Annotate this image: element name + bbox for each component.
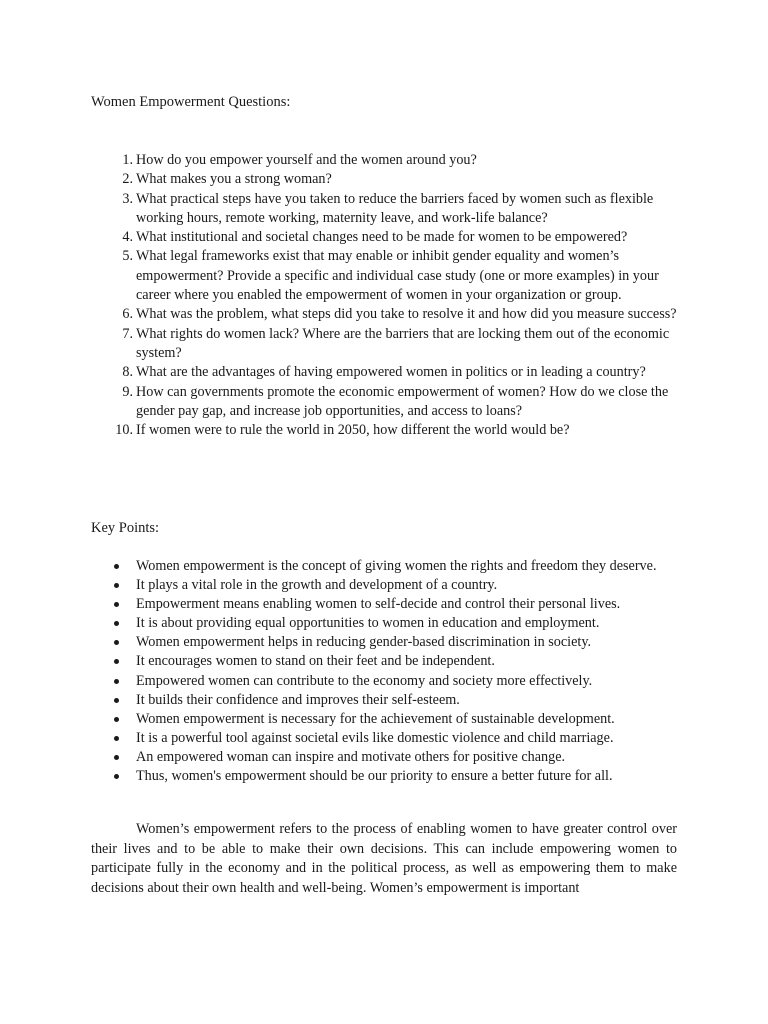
- bullet-icon: [114, 717, 119, 722]
- bullet-icon: [114, 621, 119, 626]
- key-point-item: [136, 767, 676, 786]
- bullet-icon: [114, 602, 119, 607]
- bullet-icon: [114, 736, 119, 741]
- question-number: 5.: [122, 248, 133, 265]
- key-point-item: [136, 576, 676, 595]
- question-number: 8.: [122, 364, 133, 381]
- bullet-icon: [114, 659, 119, 664]
- question-text: What legal frameworks exist that may enable or inhibit gender equality and women’s empowerment? Provide a specific and individual case study (one or more examples) in your career where you enabled the empowerment of women in your organization or group.: [136, 248, 659, 304]
- question-item: [122, 247, 686, 305]
- key-point-text: Thus, women's empowerment should be our priority to ensure a better future for all.: [136, 768, 613, 785]
- question-item: [122, 305, 686, 324]
- questions-list: [115, 151, 686, 440]
- key-point-text: It is a powerful tool against societal evils like domestic violence and child marriage.: [136, 729, 614, 746]
- key-points-title: Key Points:: [91, 520, 160, 536]
- question-text: What are the advantages of having empowered women in politics or in leading a country?: [136, 364, 646, 381]
- question-item: [122, 228, 686, 247]
- document-title: Women Empowerment Questions:: [91, 94, 291, 110]
- key-point-item: [136, 691, 676, 710]
- key-point-item: [136, 672, 676, 691]
- bullet-icon: [114, 583, 119, 588]
- question-text: What was the problem, what steps did you take to resolve it and how did you measure success?: [136, 306, 677, 323]
- bullet-icon: [114, 698, 119, 703]
- question-item: [115, 421, 686, 440]
- question-number: 2.: [122, 171, 133, 188]
- question-number: 6.: [122, 306, 133, 323]
- question-text: If women were to rule the world in 2050, how different the world would be?: [136, 422, 570, 439]
- key-point-text: Women empowerment helps in reducing gender-based discrimination in society.: [136, 634, 592, 651]
- question-number: 3.: [122, 190, 133, 207]
- question-number: 10.: [115, 422, 133, 439]
- key-points-list: [136, 557, 676, 786]
- bullet-icon: [114, 564, 119, 569]
- key-point-text: It builds their confidence and improves their self-esteem.: [136, 691, 460, 708]
- question-number: 1.: [122, 152, 133, 168]
- key-point-item: [136, 748, 676, 767]
- question-number: 4.: [122, 229, 133, 246]
- key-point-text: An empowered woman can inspire and motivate others for positive change.: [136, 748, 566, 765]
- key-point-item: [136, 710, 676, 729]
- key-point-item: [136, 633, 676, 652]
- bullet-icon: [114, 755, 119, 760]
- question-item: [122, 190, 686, 229]
- body-paragraph: Women’s empowerment refers to the process of enabling women to have greater control over their lives and to be able to make their own decisions. This can include empowering women to participate fully in the economy and in the political process, as well as empowering them to make decisions about their own health and well-being. Women’s empowerment is important: [91, 821, 677, 896]
- question-text: How do you empower yourself and the women around you?: [136, 152, 477, 168]
- key-point-text: Empowerment means enabling women to self-decide and control their personal lives.: [136, 596, 621, 613]
- key-point-item: [136, 557, 676, 576]
- question-text: What practical steps have you taken to reduce the barriers faced by women such as flexible working hours, remote working, maternity leave, and work-life balance?: [136, 190, 654, 226]
- key-point-item: [136, 652, 676, 671]
- key-point-text: It plays a vital role in the growth and development of a country.: [136, 577, 498, 594]
- question-item: [122, 383, 686, 422]
- question-number: 9.: [122, 383, 133, 400]
- key-point-item: [136, 729, 676, 748]
- question-text: How can governments promote the economic empowerment of women? How do we close the gender pay gap, and increase job opportunities, and access to loans?: [136, 383, 669, 419]
- key-point-text: It encourages women to stand on their feet and be independent.: [136, 653, 495, 670]
- key-point-text: Women empowerment is necessary for the achievement of sustainable development.: [136, 710, 615, 727]
- question-item: [122, 170, 686, 189]
- bullet-icon: [114, 640, 119, 645]
- key-point-item: [136, 614, 676, 633]
- bullet-icon: [114, 679, 119, 684]
- key-point-text: Empowered women can contribute to the economy and society more effectively.: [136, 672, 593, 689]
- question-item: [122, 325, 686, 364]
- question-text: What institutional and societal changes need to be made for women to be empowered?: [136, 229, 628, 246]
- bullet-icon: [114, 774, 119, 779]
- question-text: What makes you a strong woman?: [136, 171, 332, 188]
- question-item: [122, 151, 686, 170]
- key-point-text: Women empowerment is the concept of giving women the rights and freedom they deserve.: [136, 558, 657, 574]
- key-point-item: [136, 595, 676, 614]
- question-text: What rights do women lack? Where are the barriers that are locking them out of the economic system?: [136, 325, 670, 361]
- question-number: 7.: [122, 325, 133, 342]
- question-item: [122, 363, 686, 382]
- key-point-text: It is about providing equal opportunities to women in education and employment.: [136, 615, 600, 632]
